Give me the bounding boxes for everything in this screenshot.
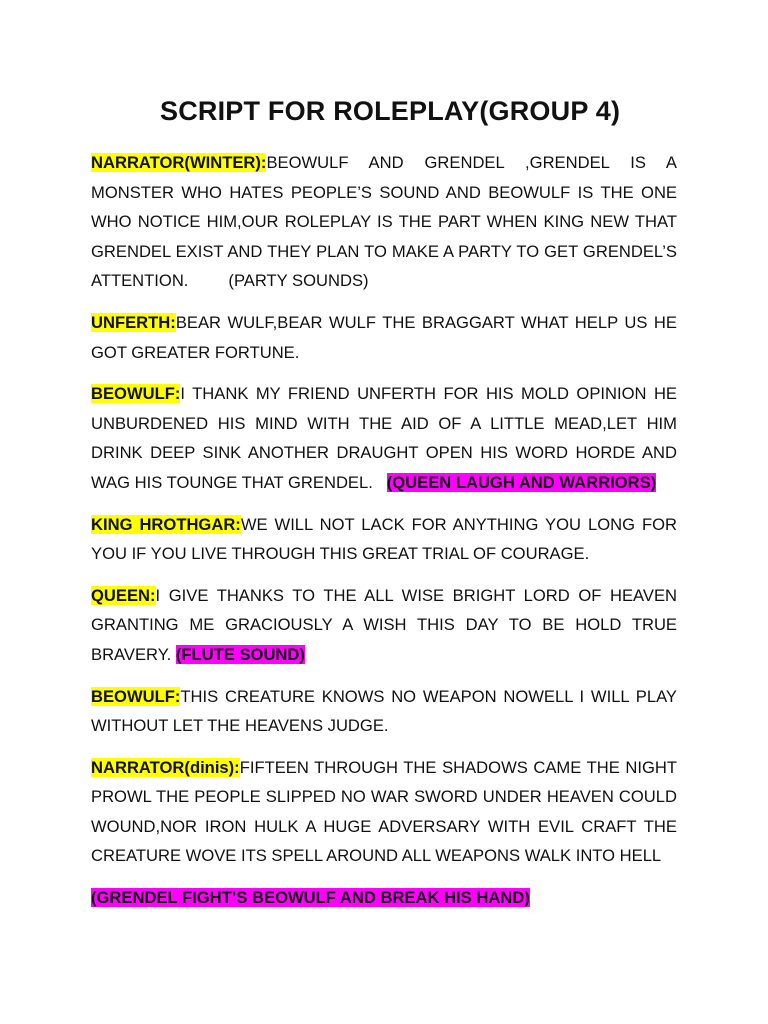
stage-cue: (QUEEN LAUGH AND WARRIORS) <box>386 472 657 492</box>
speaker-label: BEOWULF: <box>91 686 181 706</box>
speaker-label: BEOWULF: <box>91 384 181 404</box>
script-body <box>91 148 677 925</box>
sound-cue-plain: (PARTY SOUNDS) <box>228 271 369 291</box>
speaker-label: UNFERTH: <box>91 312 176 332</box>
paragraph-queen <box>91 581 677 670</box>
stage-cue: (FLUTE SOUND) <box>175 644 305 664</box>
speaker-label: NARRATOR(WINTER): <box>91 153 267 172</box>
dialogue-text: THIS CREATURE KNOWS NO WEAPON NOWELL I WILL PLAY WITHOUT LET THE HEAVENS JUDGE. <box>91 686 677 736</box>
dialogue-text: I GIVE THANKS TO THE ALL WISE BRIGHT LORD OF HEAVEN GRANTING ME GRACIOUSLY A WISH THIS DAY TO BE HOLD TRUE BRAVERY. <box>91 585 677 664</box>
paragraph-king-hrothgar <box>91 510 677 569</box>
speaker-label: NARRATOR(dinis): <box>91 757 240 777</box>
paragraph-final-cue <box>91 883 677 913</box>
page-title: SCRIPT FOR ROLEPLAY(GROUP 4) <box>160 96 621 126</box>
dialogue-text: I THANK MY FRIEND UNFERTH FOR HIS MOLD OPINION HE UNBURDENED HIS MIND WITH THE AID OF A LITTLE MEAD,LET HIM DRINK DEEP SINK ANOTHER DRAUGHT OPEN HIS WORD HORDE AND WAG HIS TOUNGE THAT GRENDEL. <box>91 384 677 492</box>
dialogue-text: BEAR WULF,BEAR WULF THE BRAGGART WHAT HELP US HE GOT GREATER FORTUNE. <box>91 312 677 362</box>
speaker-label: QUEEN: <box>91 585 156 605</box>
dialogue-text: FIFTEEN THROUGH THE SHADOWS CAME THE NIGHT PROWL THE PEOPLE SLIPPED NO WAR SWORD UNDER HEAVEN COULD WOUND,NOR IRON HULK A HUGE ADVERSARY WITH EVIL CRAFT THE CREATURE WOVE ITS SPELL AROUND ALL WEAPONS WALK INTO HELL <box>91 757 677 866</box>
speaker-label: KING HROTHGAR: <box>91 514 241 534</box>
paragraph-narrator-winter <box>91 148 677 296</box>
paragraph-narrator-dinis <box>91 753 677 871</box>
paragraph-beowulf-2 <box>91 682 677 741</box>
stage-cue: (GRENDEL FIGHT’S BEOWULF AND BREAK HIS HAND) <box>91 888 530 908</box>
dialogue-text: BEOWULF AND GRENDEL ,GRENDEL IS A MONSTER WHO HATES PEOPLE’S SOUND AND BEOWULF IS THE ONE WHO NOTICE HIM,OUR ROLEPLAY IS THE PART WHEN KING NEW THAT GRENDEL EXIST AND THEY PLAN TO MAKE A PARTY TO GET GRENDEL’S ATTENTION. <box>91 153 677 291</box>
paragraph-beowulf-1 <box>91 379 677 497</box>
paragraph-unferth <box>91 308 677 367</box>
dialogue-text: WE WILL NOT LACK FOR ANYTHING YOU LONG FOR YOU IF YOU LIVE THROUGH THIS GREAT TRIAL OF COURAGE. <box>91 514 677 564</box>
